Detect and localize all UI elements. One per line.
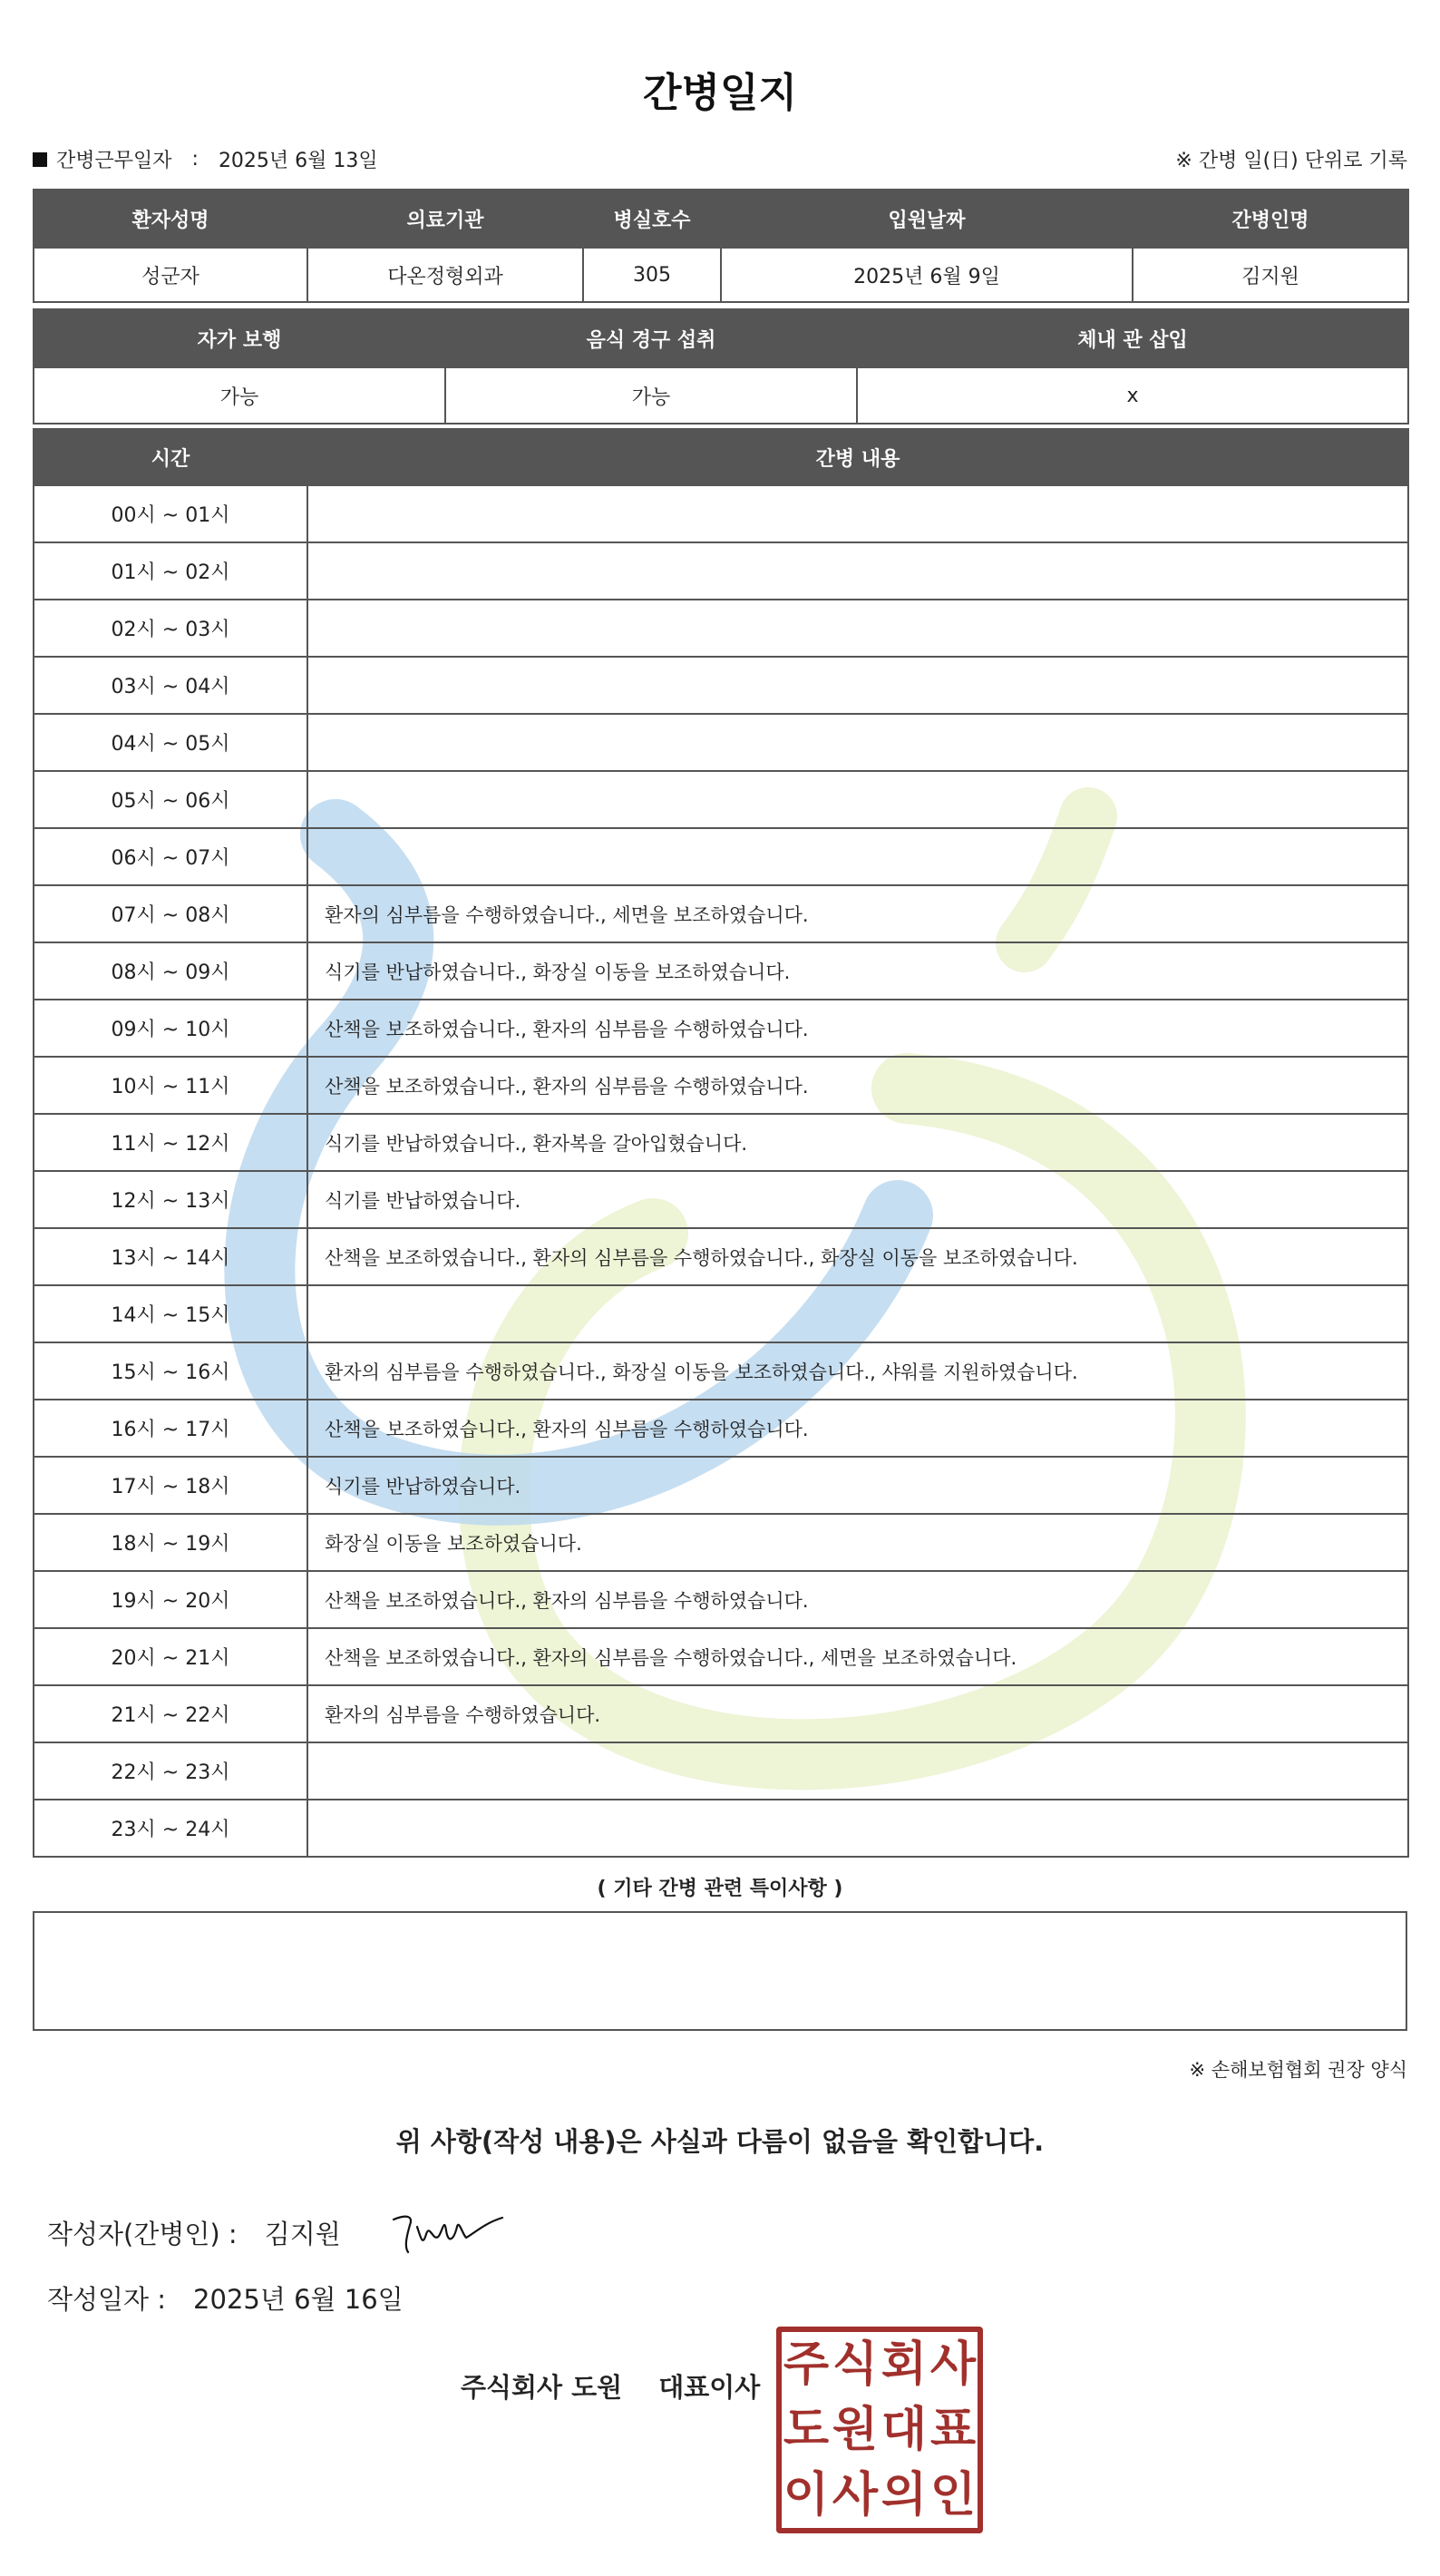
care-log-time: 12시 ~ 13시 [34,1171,307,1228]
care-log-time: 07시 ~ 08시 [34,885,307,942]
care-log-content: 식기를 반납하였습니다., 화장실 이동을 보조하였습니다. [307,942,1408,1000]
care-log-row [34,828,1408,885]
seal-character: 도 [783,2403,830,2457]
remarks-box [33,1911,1407,2031]
care-log-time: 17시 ~ 18시 [34,1457,307,1514]
company-signature-line [461,2367,760,2405]
company-role: 대표이사 [658,2372,761,2403]
care-log-row [34,1171,1408,1228]
work-date-value: 2025년 6월 13일 [218,150,378,172]
care-log-row [34,771,1408,828]
writer-label: 작성자(간병인) : [47,2219,238,2249]
care-log-content [307,485,1408,542]
header-hospital: 의료기관 [307,190,583,248]
care-log-row [34,1628,1408,1685]
care-log-time: 00시 ~ 01시 [34,485,307,542]
care-log-row [34,1000,1408,1057]
care-log-time: 10시 ~ 11시 [34,1057,307,1114]
care-log-content [307,714,1408,771]
care-log-content [307,542,1408,600]
care-log-row [34,1742,1408,1800]
patient-info-table [33,189,1409,303]
care-log-row [34,1685,1408,1742]
unit-note: ※ 간병 일(日) 단위로 기록 [1175,150,1407,172]
care-log-table [33,428,1409,1858]
care-log-content [307,1800,1408,1857]
care-log-content: 식기를 반납하였습니다. [307,1171,1408,1228]
care-log-body [34,485,1408,1857]
care-log-row [34,1457,1408,1514]
care-log-time: 03시 ~ 04시 [34,657,307,714]
care-log-content: 산책을 보조하였습니다., 환자의 심부름을 수행하였습니다., 화장실 이동을 보조하였습니다. [307,1228,1408,1285]
meta-row [33,145,1407,172]
header-admission-date: 입원날짜 [721,190,1133,248]
care-log-content: 산책을 보조하였습니다., 환자의 심부름을 수행하였습니다. [307,1000,1408,1057]
work-date-colon: : [191,148,199,171]
seal-character: 표 [929,2403,977,2457]
care-log-time: 09시 ~ 10시 [34,1000,307,1057]
care-log-time: 11시 ~ 12시 [34,1114,307,1171]
care-log-time: 13시 ~ 14시 [34,1228,307,1285]
care-log-row [34,714,1408,771]
confirm-statement: 위 사항(작성 내용)은 사실과 다름이 없음을 확인합니다. [395,2126,1045,2157]
square-bullet-icon [33,152,47,167]
writer-row [47,2214,341,2251]
hospital-name: 다온정형외과 [307,248,583,302]
care-log-content: 식기를 반납하였습니다., 환자복을 갈아입혔습니다. [307,1114,1408,1171]
remarks-title: ( 기타 간병 관련 특이사항 ) [597,1878,843,1900]
care-log-time: 04시 ~ 05시 [34,714,307,771]
handwritten-signature [390,2207,508,2258]
care-log-row [34,1342,1408,1400]
header-care-content: 간병 내용 [307,429,1408,485]
function-values [34,367,1408,424]
care-log-time: 15시 ~ 16시 [34,1342,307,1400]
seal-character: 식 [832,2337,879,2392]
work-date-label: 간병근무일자 [56,150,172,172]
seal-character: 의 [881,2468,928,2522]
care-log-time: 05시 ~ 06시 [34,771,307,828]
writer-name: 김지원 [264,2219,341,2249]
care-log-row [34,657,1408,714]
care-log-time: 02시 ~ 03시 [34,600,307,657]
care-log-time: 20시 ~ 21시 [34,1628,307,1685]
care-log-time: 16시 ~ 17시 [34,1400,307,1457]
care-log-row [34,1228,1408,1285]
care-log-content [307,1285,1408,1342]
room-number: 305 [583,248,721,302]
care-log-content [307,657,1408,714]
care-log-content: 환자의 심부름을 수행하였습니다. [307,1685,1408,1742]
recommend-note: ※ 손해보험협회 권장 양식 [1189,2059,1407,2081]
patient-info-values [34,248,1408,302]
seal-character: 주 [783,2337,830,2392]
care-log-time: 22시 ~ 23시 [34,1742,307,1800]
patient-name: 성군자 [34,248,307,302]
care-log-row [34,1514,1408,1571]
care-log-row [34,1800,1408,1857]
header-tube-insertion: 체내 관 삽입 [857,309,1408,367]
care-log-row [34,485,1408,542]
written-date-row [47,2279,404,2317]
care-log-row [34,1571,1408,1628]
care-log-content [307,828,1408,885]
seal-character: 회 [881,2337,928,2392]
care-log-header [34,429,1408,485]
care-log-content: 산책을 보조하였습니다., 환자의 심부름을 수행하였습니다. [307,1571,1408,1628]
care-log-time: 08시 ~ 09시 [34,942,307,1000]
header-oral-intake: 음식 경구 섭취 [445,309,857,367]
care-log-content [307,1742,1408,1800]
patient-function-table [33,308,1409,424]
care-log-content: 화장실 이동을 보조하였습니다. [307,1514,1408,1571]
self-walking-value: 가능 [34,367,445,424]
care-log-content: 산책을 보조하였습니다., 환자의 심부름을 수행하였습니다. [307,1400,1408,1457]
header-caregiver-name: 간병인명 [1133,190,1408,248]
care-log-time: 23시 ~ 24시 [34,1800,307,1857]
header-time: 시간 [34,429,307,485]
admission-date: 2025년 6월 9일 [721,248,1133,302]
care-log-row [34,1114,1408,1171]
care-log-content: 환자의 심부름을 수행하였습니다., 세면을 보조하였습니다. [307,885,1408,942]
patient-info-header [34,190,1408,248]
company-seal-stamp [776,2327,983,2533]
header-self-walking: 자가 보행 [34,309,445,367]
care-log-content [307,771,1408,828]
care-log-content [307,600,1408,657]
header-patient-name: 환자성명 [34,190,307,248]
care-log-time: 19시 ~ 20시 [34,1571,307,1628]
seal-character: 이 [783,2468,830,2522]
page-title: 간병일지 [642,70,797,116]
care-log-row [34,942,1408,1000]
care-log-time: 06시 ~ 07시 [34,828,307,885]
care-log-row [34,542,1408,600]
caregiver-name: 김지원 [1133,248,1408,302]
written-date-value: 2025년 6월 16일 [193,2284,404,2315]
seal-character: 대 [881,2403,928,2457]
company-name: 주식회사 도원 [461,2372,623,2403]
care-log-content: 산책을 보조하였습니다., 환자의 심부름을 수행하였습니다., 세면을 보조하였습니다. [307,1628,1408,1685]
tube-insertion-value: x [857,367,1408,424]
seal-character: 원 [832,2403,879,2457]
seal-character: 사 [832,2468,879,2522]
seal-character: 인 [929,2468,977,2522]
care-log-content: 환자의 심부름을 수행하였습니다., 화장실 이동을 보조하였습니다., 샤워를 지원하였습니다. [307,1342,1408,1400]
written-date-label: 작성일자 : [47,2284,167,2315]
care-log-row [34,1400,1408,1457]
care-log-time: 14시 ~ 15시 [34,1285,307,1342]
care-log-time: 21시 ~ 22시 [34,1685,307,1742]
header-room: 병실호수 [583,190,721,248]
oral-intake-value: 가능 [445,367,857,424]
care-log-row [34,1285,1408,1342]
function-header [34,309,1408,367]
care-log-content: 식기를 반납하였습니다. [307,1457,1408,1514]
care-log-row [34,885,1408,942]
care-log-content: 산책을 보조하였습니다., 환자의 심부름을 수행하였습니다. [307,1057,1408,1114]
care-log-time: 18시 ~ 19시 [34,1514,307,1571]
care-log-row [34,600,1408,657]
work-date [33,145,378,173]
care-log-row [34,1057,1408,1114]
care-log-time: 01시 ~ 02시 [34,542,307,600]
seal-character: 사 [929,2337,977,2392]
